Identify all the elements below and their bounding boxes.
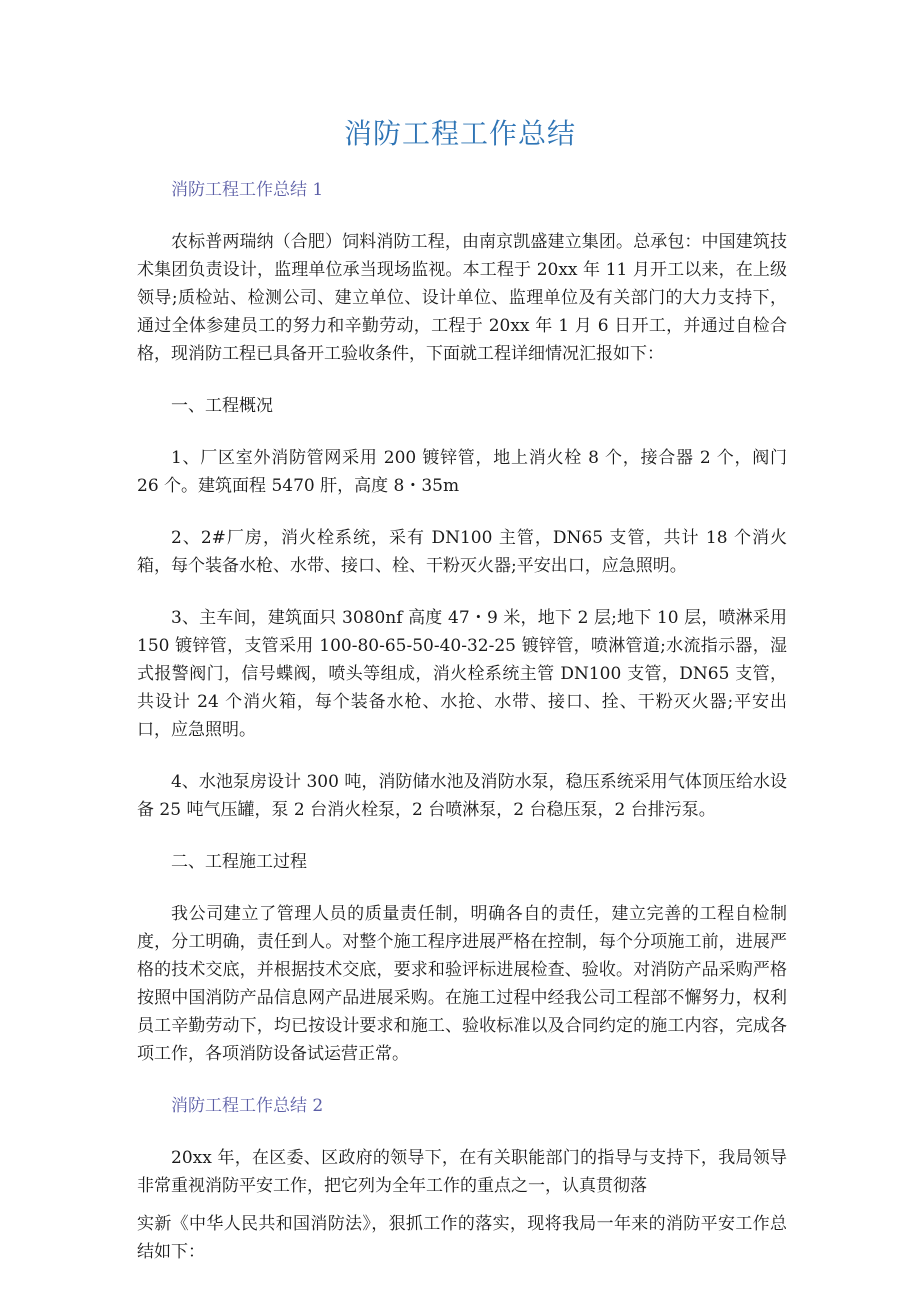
intro-paragraph: 农标普两瑞纳（合肥）饲料消防工程，由南京凯盛建立集团。总承包：中国建筑技术集团负责设计，监理单位承当现场监视。本工程于 20xx 年 11 月开工以来，在上级领导;质检站、检测公司、建立单位、设计单位、监理单位及有关部门的大力支持下，通过全体参建员工的努力和辛勤劳动，工程于 20xx 年 1 月 6 日开工，并通过自检合格，现消防工程已具备开工验收条件，下面就工程详细情况汇报如下：	[137, 232, 787, 364]
process-paragraph: 我公司建立了管理人员的质量责任制，明确各自的责任，建立完善的工程自检制度，分工明确，责任到人。对整个施工程序进展严格在控制，每个分项施工前，进展严格的技术交底，并根据技术交底，要求和验评标进展检查、验收。对消防产品采购严格按照中国消防产品信息网产品进展采购。在施工过程中经我公司工程部不懈努力，权利员工辛勤劳动下，均已按设计要求和施工、验收标准以及合同约定的施工内容，完成各项工作，各项消防设备试运营正常。	[137, 904, 787, 1064]
section-subtitle: 消防工程工作总结 2	[171, 1096, 324, 1116]
body-paragraph: 实新《中华人民共和国消防法》，狠抓工作的落实，现将我局一年来的消防平安工作总结如下：	[137, 1214, 787, 1262]
document-body	[137, 176, 787, 1290]
section-heading: 二、工程施工过程	[171, 852, 307, 872]
list-item: 1、厂区室外消防管网采用 200 镀锌管，地上消火栓 8 个，接合器 2 个，阀门 26 个。建筑面程 5470 肝，高度 8・35m	[137, 448, 787, 496]
document-title: 消防工程工作总结	[343, 117, 576, 150]
body-paragraph: 20xx 年，在区委、区政府的领导下，在有关职能部门的指导与支持下，我局领导非常重视消防平安工作，把它列为全年工作的重点之一，认真贯彻落	[137, 1148, 787, 1196]
list-item: 4、水池泵房设计 300 吨，消防储水池及消防水泵，稳压系统采用气体顶压给水设备 25 吨气压罐，泵 2 台消火栓泵，2 台喷淋泵，2 台稳压泵，2 台排污泵。	[137, 772, 787, 820]
section-subtitle: 消防工程工作总结 1	[171, 180, 324, 200]
list-item: 3、主车间，建筑面只 3080nf 高度 47・9 米，地下 2 层;地下 10 层，喷淋采用 150 镀锌管，支管采用 100-80-65-50-40-32-25 镀锌管，喷淋管道;水流指示器，湿式报警阀门，信号蝶阀，喷头等组成，消火栓系统主管 DN100 支管，DN65 支管，共设计 24 个消火箱，每个装备水枪、水抢、水带、接口、拴、干粉灭火器;平安出口，应急照明。	[137, 608, 787, 740]
section-heading: 一、工程概况	[171, 396, 273, 416]
list-item: 2、2#厂房，消火栓系统，采有 DN100 主管，DN65 支管，共计 18 个消火箱，每个装备水枪、水带、接口、栓、干粉灭火器;平安出口，应急照明。	[137, 528, 787, 576]
